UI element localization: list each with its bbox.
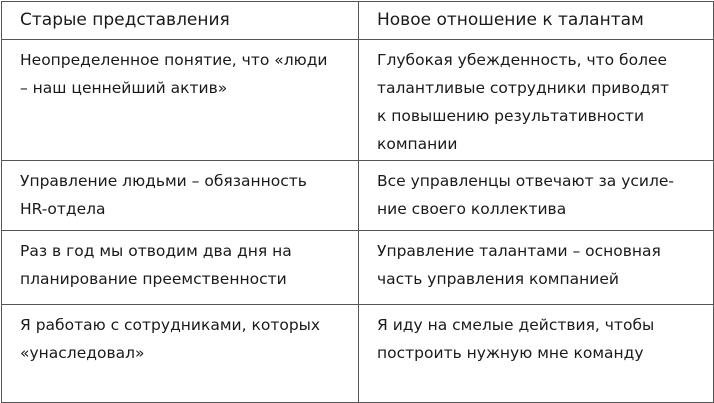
cell-text: Все управленцы отвечают за усиле- ние своего коллектива (377, 172, 675, 218)
table-cell-new (359, 231, 714, 305)
header-old-views: Старые представления (2, 2, 359, 40)
cell-text: Раз в год мы отводим два дня на планирование преемственности (20, 242, 292, 288)
table-cell-new (359, 161, 714, 231)
cell-text: Управление людьми – обязанность HR-отдела (20, 172, 307, 218)
table-row (2, 231, 714, 305)
cell-text: Я иду на смелые действия, чтобы построить нужную мне команду (377, 316, 655, 362)
table-cell-old (2, 40, 359, 161)
cell-text: Управление талантами – основная часть управления компанией (377, 242, 661, 288)
table-row (2, 40, 714, 161)
table-cell-new (359, 305, 714, 403)
cell-text: Неопределенное понятие, что «люди – наш ценнейший актив» (20, 51, 328, 97)
header-new-attitude: Новое отношение к талантам (359, 2, 714, 40)
cell-text: Я работаю с сотрудниками, которых «унаследовал» (20, 316, 321, 362)
comparison-table (1, 1, 714, 403)
header-row (2, 2, 714, 40)
table-row (2, 161, 714, 231)
table-cell-new (359, 40, 714, 161)
table-cell-old (2, 305, 359, 403)
table-cell-old (2, 161, 359, 231)
table-cell-old (2, 231, 359, 305)
cell-text: Глубокая убежденность, что более талантливые сотрудники приводят к повышению результативности компании (377, 51, 669, 153)
table-row (2, 305, 714, 403)
